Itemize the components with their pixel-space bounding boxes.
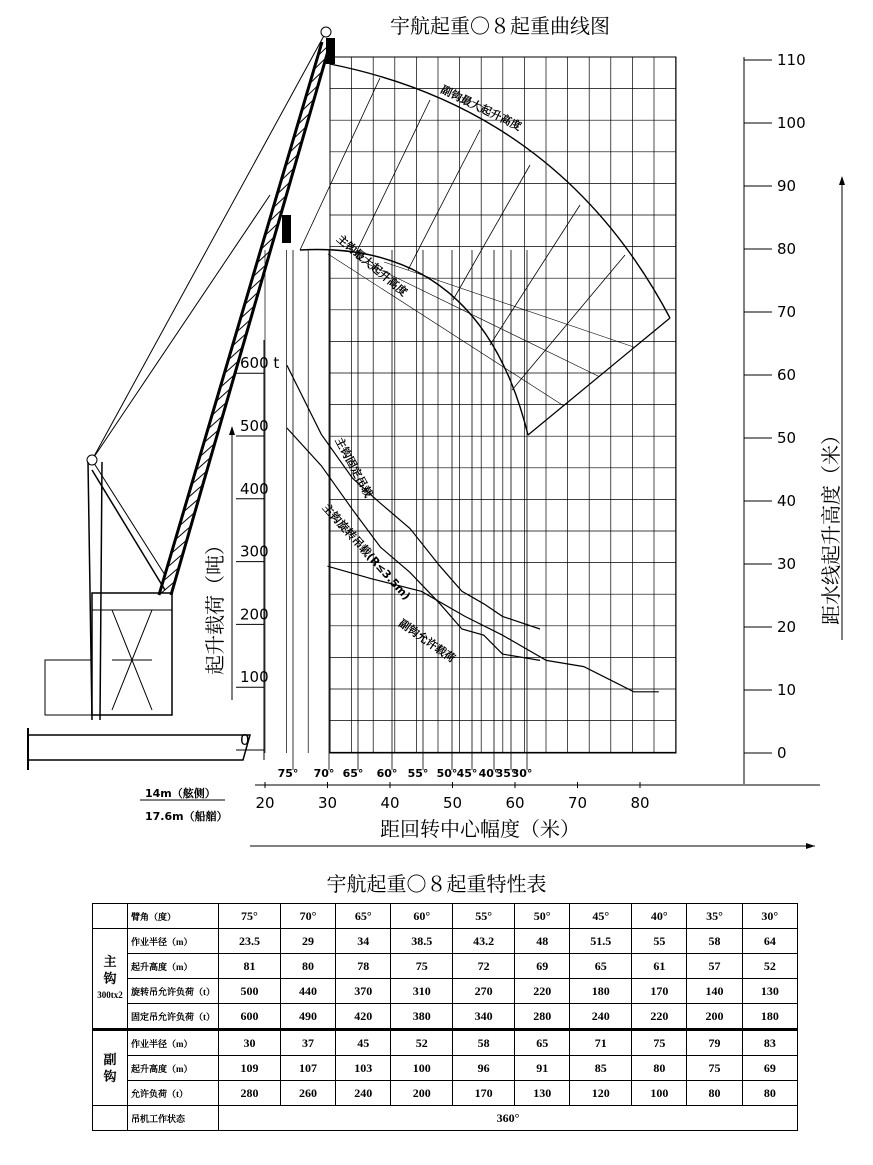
crane-pedestal xyxy=(92,593,172,715)
height-tick-label: 100 xyxy=(777,114,806,132)
a-frame-brace xyxy=(92,470,165,590)
x-tick-label: 60 xyxy=(505,794,525,812)
table-cell: 370 xyxy=(336,979,391,1004)
row-label: 作业半径（m） xyxy=(128,929,219,954)
angle-header: 45° xyxy=(570,904,632,929)
chart-labels xyxy=(240,51,806,812)
table-row xyxy=(93,979,798,1004)
table-row xyxy=(93,929,798,954)
angle-header: 40° xyxy=(632,904,687,929)
table-cell: 65 xyxy=(570,954,632,979)
load-tick-label: 200 xyxy=(240,605,269,624)
load-axis-label: 起升载荷（吨） xyxy=(203,535,227,675)
angle-label: 65° xyxy=(342,767,364,780)
table-cell: 140 xyxy=(687,979,742,1004)
x-tick-label: 80 xyxy=(630,794,650,812)
row-label: 臂角（度） xyxy=(128,904,219,929)
table-cell: 100 xyxy=(391,1056,453,1081)
aux-load-label: 副钩允许载荷 xyxy=(396,616,458,666)
rotating-load-label: 主钩旋转吊载(R≤3.5m) xyxy=(319,501,413,603)
x-arrow-head xyxy=(806,843,815,849)
table-cell: 79 xyxy=(687,1030,742,1056)
table-cell: 58 xyxy=(453,1030,515,1056)
height-tick-label: 80 xyxy=(777,240,797,258)
row-label: 允许负荷（t） xyxy=(128,1081,219,1106)
table-cell: 180 xyxy=(742,1004,797,1030)
height-tick-label: 40 xyxy=(777,492,797,510)
table-cell: 280 xyxy=(219,1081,281,1106)
table-cell: 240 xyxy=(570,1004,632,1030)
table-cell: 71 xyxy=(570,1030,632,1056)
table-cell: 72 xyxy=(453,954,515,979)
pendant-line xyxy=(92,460,165,575)
x-tick-label: 50 xyxy=(442,794,463,812)
group-label: 主 xyxy=(103,954,117,969)
table-cell: 170 xyxy=(453,1081,515,1106)
x-tick-label: 30 xyxy=(317,794,338,812)
group-spec: 300tx2 xyxy=(97,990,123,1000)
angle-label: 45° xyxy=(456,767,478,780)
table-cell: 75 xyxy=(632,1030,687,1056)
boom-chord xyxy=(355,100,430,255)
table-cell: 30 xyxy=(219,1030,281,1056)
row-label: 起升高度（m） xyxy=(128,954,219,979)
table-corner-cell xyxy=(93,1106,128,1131)
angle-header: 65° xyxy=(336,904,391,929)
table-cell: 440 xyxy=(280,979,335,1004)
table-cell: 55 xyxy=(632,929,687,954)
angle-header: 50° xyxy=(515,904,570,929)
table-cell: 69 xyxy=(742,1056,797,1081)
row-label: 旋转吊允许负荷（t） xyxy=(128,979,219,1004)
table-cell: 52 xyxy=(391,1030,453,1056)
boom-tip xyxy=(321,27,331,37)
table-cell: 310 xyxy=(391,979,453,1004)
table-cell: 200 xyxy=(687,1004,742,1030)
table-cell: 120 xyxy=(570,1081,632,1106)
table-cell: 83 xyxy=(742,1030,797,1056)
table-cell: 37 xyxy=(280,1030,335,1056)
table-cell: 23.5 xyxy=(219,929,281,954)
angle-header: 35° xyxy=(687,904,742,929)
table-row xyxy=(93,954,798,979)
height-tick-label: 90 xyxy=(777,177,797,195)
group-label: 钩 xyxy=(103,1069,117,1084)
table-cell: 48 xyxy=(515,929,570,954)
table-cell: 75 xyxy=(391,954,453,979)
table-cell: 130 xyxy=(742,979,797,1004)
load-tick-label: 600 t xyxy=(240,354,280,373)
table-cell: 100 xyxy=(632,1081,687,1106)
machine-house xyxy=(45,660,92,715)
table-cell: 180 xyxy=(570,979,632,1004)
table-cell: 85 xyxy=(570,1056,632,1081)
table-cell: 80 xyxy=(280,954,335,979)
angle-header: 75° xyxy=(219,904,281,929)
table-cell: 170 xyxy=(632,979,687,1004)
angle-label: 50° xyxy=(436,767,458,780)
x-tick-label: 40 xyxy=(380,794,400,812)
aux-hook xyxy=(326,38,335,64)
table-cell: 340 xyxy=(453,1004,515,1030)
table-cell: 107 xyxy=(280,1056,335,1081)
table-cell: 420 xyxy=(336,1004,391,1030)
height-axis-label: 距水线起升高度（米） xyxy=(819,425,843,625)
height-tick-label: 30 xyxy=(777,555,797,573)
angle-header: 55° xyxy=(453,904,515,929)
height-tick-label: 0 xyxy=(777,744,787,762)
table-cell: 80 xyxy=(632,1056,687,1081)
table-cell: 260 xyxy=(280,1081,335,1106)
crane-illustration xyxy=(28,27,335,770)
angle-label: 40° xyxy=(478,767,500,780)
load-tick-label: 100 xyxy=(240,668,269,687)
boom-chord xyxy=(453,165,530,300)
table-cell: 500 xyxy=(219,979,281,1004)
deck-label-bow: 17.6m（船艏） xyxy=(145,810,228,823)
main-envelope-label: 主钩最大起升高度 xyxy=(334,232,410,299)
aux-envelope-label: 副钩最大起升高度 xyxy=(438,83,524,134)
table-cell: 61 xyxy=(632,954,687,979)
x-tick-label: 70 xyxy=(567,794,588,812)
pendant-line xyxy=(92,32,326,460)
table-cell: 58 xyxy=(687,929,742,954)
boom-chord xyxy=(328,254,564,406)
angle-header: 30° xyxy=(742,904,797,929)
height-tick-label: 50 xyxy=(777,429,797,447)
fixed-load-label: 主钩固定吊载 xyxy=(332,435,375,500)
boom-chord xyxy=(384,262,635,347)
load-arrow-head xyxy=(229,426,235,435)
table-cell: 57 xyxy=(687,954,742,979)
table-cell: 240 xyxy=(336,1081,391,1106)
table-cell: 80 xyxy=(742,1081,797,1106)
status-value: 360° xyxy=(219,1106,798,1131)
table-cell: 81 xyxy=(219,954,281,979)
chart-marks xyxy=(287,64,670,770)
table-cell: 91 xyxy=(515,1056,570,1081)
main-hook xyxy=(282,215,291,243)
table-cell: 200 xyxy=(391,1081,453,1106)
angle-label: 55° xyxy=(407,767,429,780)
pedestal-bracing xyxy=(112,610,152,710)
aux-hook-group xyxy=(93,1030,128,1106)
x-axis-label: 距回转中心幅度（米） xyxy=(380,817,580,841)
load-tick-label: 400 xyxy=(240,479,269,498)
table-cell: 96 xyxy=(453,1056,515,1081)
height-tick-label: 10 xyxy=(777,681,797,699)
a-frame-leg xyxy=(100,462,102,720)
table-cell: 220 xyxy=(515,979,570,1004)
angle-label: 30° xyxy=(511,767,533,780)
group-label: 钩 xyxy=(103,971,117,986)
angle-label: 70° xyxy=(313,767,335,780)
load-tick-label: 0 xyxy=(240,731,250,749)
table-cell: 75 xyxy=(687,1056,742,1081)
height-tick-label: 70 xyxy=(777,303,797,321)
load-tick-label: 500 xyxy=(240,417,269,435)
angle-header: 70° xyxy=(280,904,335,929)
table-cell: 34 xyxy=(336,929,391,954)
chart-grid xyxy=(229,57,845,849)
angle-label: 35° xyxy=(495,767,517,780)
row-label: 固定吊允许负荷（t） xyxy=(128,1004,219,1030)
table-corner-cell xyxy=(93,904,128,929)
table-cell: 280 xyxy=(515,1004,570,1030)
table-cell: 109 xyxy=(219,1056,281,1081)
height-arrow-head xyxy=(839,176,845,185)
row-label: 起升高度（m） xyxy=(128,1056,219,1081)
table-cell: 80 xyxy=(687,1081,742,1106)
table-cell: 600 xyxy=(219,1004,281,1030)
barge-hull xyxy=(28,735,250,760)
group-label: 副 xyxy=(103,1052,117,1067)
table-cell: 220 xyxy=(632,1004,687,1030)
table-cell: 380 xyxy=(391,1004,453,1030)
row-label: 作业半径（m） xyxy=(128,1030,219,1056)
height-tick-label: 60 xyxy=(777,366,797,384)
main-hook-group xyxy=(93,929,128,1030)
load-tick-label: 300 xyxy=(240,542,269,561)
boom-chord xyxy=(408,130,480,270)
table-cell: 43.2 xyxy=(453,929,515,954)
angle-label: 75° xyxy=(277,767,299,780)
table-row xyxy=(93,1106,798,1131)
chart-title: 宇航起重〇８起重曲线图 xyxy=(390,14,610,38)
table-cell: 51.5 xyxy=(570,929,632,954)
table-row xyxy=(93,1081,798,1106)
table-row xyxy=(93,1004,798,1030)
height-tick-label: 20 xyxy=(777,618,797,636)
table-cell: 64 xyxy=(742,929,797,954)
table-row xyxy=(93,1056,798,1081)
table-cell: 490 xyxy=(280,1004,335,1030)
table-cell: 29 xyxy=(280,929,335,954)
table-cell: 52 xyxy=(742,954,797,979)
table-cell: 130 xyxy=(515,1081,570,1106)
angle-header: 60° xyxy=(391,904,453,929)
table-cell: 270 xyxy=(453,979,515,1004)
table-cell: 65 xyxy=(515,1030,570,1056)
table-cell: 38.5 xyxy=(391,929,453,954)
table-title: 宇航起重〇８起重特性表 xyxy=(326,872,547,896)
height-tick-label: 110 xyxy=(777,51,806,69)
x-tick-label: 20 xyxy=(255,794,275,812)
table-cell: 69 xyxy=(515,954,570,979)
table-row xyxy=(93,904,798,929)
table-cell: 45 xyxy=(336,1030,391,1056)
spec-table xyxy=(92,903,798,1131)
row-label: 吊机工作状态 xyxy=(128,1106,219,1131)
deck-label-side: 14m（舷侧） xyxy=(145,787,216,800)
table-cell: 78 xyxy=(336,954,391,979)
table-cell: 103 xyxy=(336,1056,391,1081)
table-row xyxy=(93,1030,798,1056)
angle-label: 60° xyxy=(376,767,398,780)
aux-load-curve xyxy=(328,566,659,692)
